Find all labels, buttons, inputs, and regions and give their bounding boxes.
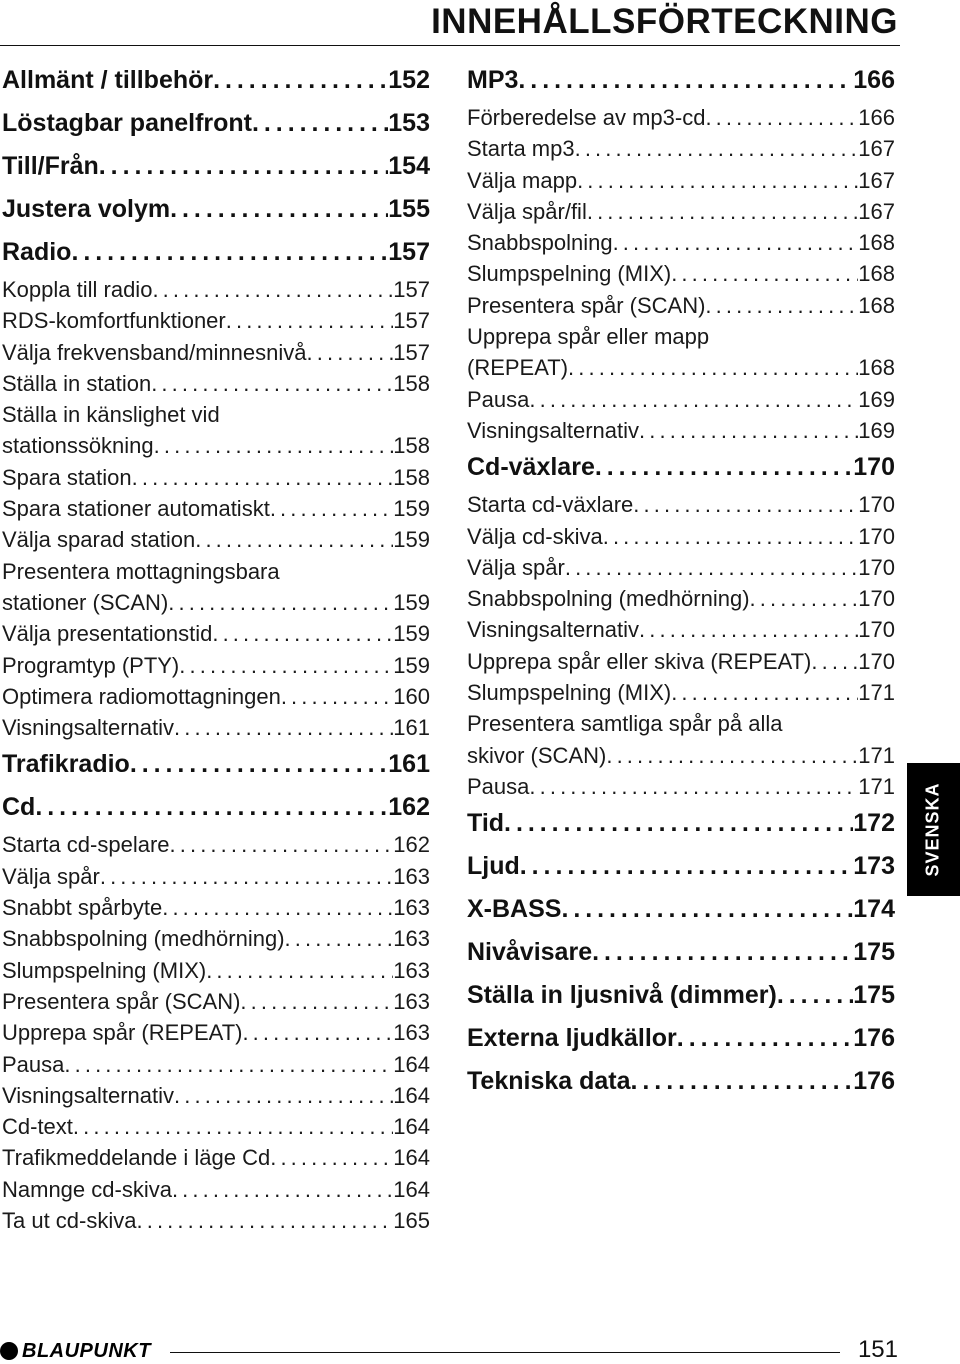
toc-leader-dots: [168, 587, 393, 618]
toc-entry-page: 155: [388, 195, 430, 223]
toc-section-entry: [467, 1060, 895, 1103]
toc-leader-dots: [705, 290, 858, 321]
toc-entry-title: Presentera spår (SCAN): [2, 988, 241, 1014]
toc-section-entry: [2, 188, 430, 231]
toc-section-entry: [467, 888, 895, 931]
toc-entry-title: Snabbspolning (medhörning): [467, 586, 750, 612]
toc-leader-dots: [162, 892, 393, 923]
toc-leader-dots: [99, 145, 389, 188]
toc-leader-dots: [750, 583, 859, 614]
toc-entry: [467, 646, 895, 677]
toc-leader-dots: [206, 955, 393, 986]
toc-entry: [467, 771, 895, 802]
toc-leader-dots: [777, 974, 853, 1017]
toc-entry-title: (REPEAT): [467, 355, 569, 381]
toc-entry-title: Presentera mottagningsbara: [2, 558, 280, 584]
toc-entry-title: Upprepa spår (REPEAT): [2, 1020, 243, 1046]
toc-entry: [2, 861, 430, 892]
toc-leader-dots: [307, 337, 394, 368]
toc-entry: [467, 552, 895, 583]
toc-entry: [467, 290, 895, 321]
toc-leader-dots: [603, 521, 859, 552]
toc-entry: [2, 650, 430, 681]
toc-entry-page: 176: [853, 1024, 895, 1053]
toc-entry-page: 171: [858, 773, 895, 799]
toc-entry-page: 164: [393, 1114, 430, 1140]
toc-entry: [467, 415, 895, 446]
toc-entry-page: 175: [853, 981, 895, 1010]
toc-leader-dots: [73, 1111, 393, 1142]
toc-entry-title: Cd-växlare: [467, 453, 595, 482]
toc-entry-title: Justera volym: [2, 195, 171, 223]
toc-entry-title: Pausa: [467, 773, 530, 799]
toc-leader-dots: [154, 430, 394, 461]
toc-leader-dots: [613, 227, 859, 258]
toc-entry-title: Visningsalternativ: [2, 715, 175, 741]
toc-section-entry: [2, 743, 430, 786]
toc-section-entry: [467, 446, 895, 489]
toc-entry-title: Visningsalternativ: [467, 417, 640, 443]
toc-entry: [467, 614, 895, 645]
toc-leader-dots: [174, 712, 393, 743]
toc-entry: [467, 133, 895, 164]
toc-entry-title: Ta ut cd-skiva: [2, 1208, 137, 1234]
toc-section-entry: [2, 786, 430, 829]
toc-entry-page: 160: [393, 683, 430, 709]
toc-entry-page: 166: [853, 66, 895, 94]
toc-entry-page: 158: [393, 370, 430, 396]
toc-entry-page: 161: [388, 750, 430, 779]
toc-entry: [2, 1049, 430, 1080]
toc-leader-dots: [179, 650, 393, 681]
toc-entry-page: 159: [393, 652, 430, 678]
toc-leader-dots: [252, 102, 388, 145]
toc-leader-dots: [518, 59, 853, 102]
toc-entry: [2, 1142, 430, 1173]
toc-entry-title: Snabbspolning (medhörning): [2, 926, 285, 952]
toc-leader-dots: [504, 802, 853, 845]
toc-entry-title: Presentera samtliga spår på alla: [467, 711, 783, 737]
toc-entry: [2, 368, 430, 399]
toc-section-entry: [2, 102, 430, 145]
toc-entry-page: 171: [858, 680, 895, 706]
toc-entry: [2, 1111, 430, 1142]
toc-leader-dots: [639, 614, 858, 645]
toc-entry-page: 159: [393, 496, 430, 522]
toc-entry-title: Upprepa spår eller mapp: [467, 324, 710, 350]
footer-divider: [170, 1352, 840, 1353]
toc-entry-title: Optimera radiomottagningen: [2, 683, 281, 709]
toc-leader-dots: [100, 861, 393, 892]
toc-leader-dots: [520, 845, 854, 888]
toc-leader-dots: [71, 231, 388, 274]
toc-entry: [467, 677, 895, 708]
toc-entry-title: Välja spår: [2, 863, 100, 889]
toc-leader-dots: [270, 1142, 393, 1173]
toc-entry-page: 175: [853, 938, 895, 967]
toc-entry: [467, 321, 895, 352]
toc-entry: [2, 399, 430, 430]
toc-entry: [467, 384, 895, 415]
toc-entry-title: Visningsalternativ: [2, 1082, 175, 1108]
toc-entry: [2, 1205, 430, 1236]
toc-leader-dots: [587, 196, 858, 227]
toc-entry: [467, 227, 895, 258]
toc-entry-title: Välja spår/fil: [467, 198, 587, 224]
toc-entry-title: Välja cd-skiva: [467, 523, 603, 549]
toc-entry-page: 157: [393, 339, 430, 365]
toc-entry-page: 166: [858, 105, 895, 130]
toc-entry-title: Allmänt / tillbehör: [2, 66, 214, 94]
toc-entry-title: Snabbt spårbyte: [2, 895, 163, 921]
toc-section-entry: [2, 59, 430, 102]
toc-entry-page: 170: [853, 453, 895, 482]
toc-entry-title: Trafikradio: [2, 750, 130, 779]
toc-entry: [2, 524, 430, 555]
toc-entry-title: Spara stationer automatiskt: [2, 496, 270, 522]
toc-entry: [2, 1174, 430, 1205]
brand-name: BLAUPUNKT: [22, 1339, 151, 1362]
toc-section-entry: [2, 145, 430, 188]
toc-entry-page: 170: [858, 648, 895, 674]
toc-entry: [467, 196, 895, 227]
language-tab: [907, 763, 960, 896]
toc-entry-title: Radio: [2, 238, 72, 266]
toc-entry: [2, 430, 430, 461]
toc-entry-page: 165: [393, 1208, 430, 1234]
toc-entry-page: 157: [393, 308, 430, 334]
toc-leader-dots: [285, 923, 394, 954]
toc-entry-page: 170: [858, 523, 895, 549]
toc-entry-page: 162: [393, 832, 430, 858]
toc-entry-page: 152: [388, 66, 430, 94]
toc-section-entry: [2, 231, 430, 274]
toc-leader-dots: [170, 829, 394, 860]
toc-right-column: [467, 59, 895, 1103]
toc-entry-page: 164: [393, 1145, 430, 1171]
toc-leader-dots: [152, 274, 393, 305]
toc-entry-title: Starta cd-växlare: [467, 492, 634, 518]
toc-entry: [2, 337, 430, 368]
toc-entry: [467, 352, 895, 383]
toc-entry-title: Slumpspelning (MIX): [2, 957, 207, 983]
toc-entry: [467, 165, 895, 196]
toc-entry-page: 163: [393, 863, 430, 889]
toc-leader-dots: [226, 305, 394, 336]
toc-entry-page: 176: [853, 1067, 895, 1096]
toc-leader-dots: [592, 931, 853, 974]
toc-entry-title: Välja frekvensband/minnesnivå: [2, 339, 307, 365]
page-number: 151: [857, 1336, 898, 1363]
toc-entry-page: 169: [858, 417, 895, 443]
toc-entry-page: 164: [393, 1082, 430, 1108]
toc-leader-dots: [195, 524, 393, 555]
toc-entry-title: Spara station: [2, 464, 132, 490]
toc-entry-page: 167: [858, 136, 895, 162]
toc-entry: [2, 955, 430, 986]
toc-entry: [2, 829, 430, 860]
toc-entry: [2, 587, 430, 618]
toc-entry-title: skivor (SCAN): [467, 742, 607, 768]
toc-entry-title: Visningsalternativ: [467, 617, 640, 643]
toc-entry-title: Tid: [467, 809, 505, 838]
toc-entry-title: Slumpspelning (MIX): [467, 680, 672, 706]
page-title: INNEHÅLLSFÖRTECKNING: [431, 2, 898, 41]
toc-entry: [2, 1017, 430, 1048]
toc-entry-page: 163: [393, 957, 430, 983]
toc-entry: [2, 681, 430, 712]
toc-entry-title: Ställa in ljusnivå (dimmer): [467, 981, 777, 1010]
toc-entry-title: Till/Från: [2, 152, 99, 180]
toc-entry-title: Starta mp3: [467, 136, 575, 162]
toc-entry-page: 157: [393, 277, 430, 302]
toc-entry: [2, 462, 430, 493]
toc-leader-dots: [639, 415, 858, 446]
toc-entry-title: Ställa in känslighet vid: [2, 402, 220, 428]
toc-entry-title: stationer (SCAN): [2, 589, 169, 615]
toc-entry: [2, 305, 430, 336]
toc-leader-dots: [671, 677, 858, 708]
toc-entry-page: 157: [388, 238, 430, 266]
toc-entry-title: Löstagbar panelfront: [2, 109, 253, 137]
toc-entry-page: 174: [853, 895, 895, 924]
toc-entry-page: 163: [393, 988, 430, 1014]
toc-entry-title: Pausa: [467, 386, 530, 412]
toc-entry-page: 163: [393, 926, 430, 952]
toc-entry-title: Starta cd-spelare: [2, 832, 170, 858]
toc-leader-dots: [64, 1049, 393, 1080]
toc-entry-title: RDS-komfortfunktioner: [2, 308, 226, 334]
toc-entry-title: MP3: [467, 66, 519, 94]
toc-entry-page: 168: [858, 230, 895, 256]
toc-entry-title: Nivåvisare: [467, 938, 593, 967]
toc-leader-dots: [35, 786, 388, 829]
toc-entry: [467, 521, 895, 552]
toc-entry-page: 158: [393, 433, 430, 459]
toc-leader-dots: [170, 188, 388, 231]
toc-entry-title: stationssökning: [2, 433, 154, 459]
toc-entry-page: 168: [858, 261, 895, 287]
toc-entry-page: 159: [393, 621, 430, 647]
toc-leader-dots: [213, 59, 388, 102]
toc-entry-page: 153: [388, 109, 430, 137]
toc-entry-title: X-BASS: [467, 895, 562, 924]
toc-entry-page: 170: [858, 617, 895, 643]
toc-entry-page: 171: [858, 742, 895, 768]
toc-leader-dots: [270, 493, 393, 524]
toc-entry-title: Pausa: [2, 1051, 65, 1077]
toc-leader-dots: [212, 618, 393, 649]
toc-entry-title: Ställa in station: [2, 370, 152, 396]
toc-entry: [2, 986, 430, 1017]
toc-entry-page: 167: [858, 167, 895, 193]
toc-entry-title: Välja presentationstid: [2, 621, 213, 647]
toc-entry-title: Upprepa spår eller skiva (REPEAT): [467, 648, 812, 674]
toc-leader-dots: [529, 771, 858, 802]
toc-leader-dots: [577, 165, 858, 196]
toc-entry-title: Presentera spår (SCAN): [467, 292, 706, 318]
toc-leader-dots: [633, 489, 858, 520]
toc-entry: [2, 712, 430, 743]
toc-entry: [467, 102, 895, 133]
toc-entry: [2, 618, 430, 649]
toc-entry-page: 161: [393, 715, 430, 741]
toc-entry-title: Snabbspolning: [467, 230, 613, 256]
toc-entry: [2, 493, 430, 524]
toc-entry: [467, 740, 895, 771]
toc-leader-dots: [174, 1080, 393, 1111]
toc-leader-dots: [137, 1205, 394, 1236]
toc-entry-page: 172: [853, 809, 895, 838]
toc-entry-page: 169: [858, 386, 895, 412]
toc-entry-page: 164: [393, 1051, 430, 1077]
toc-section-entry: [467, 1017, 895, 1060]
toc-entry-page: 158: [393, 464, 430, 490]
toc-entry-page: 167: [858, 198, 895, 224]
toc-leader-dots: [561, 888, 853, 931]
toc-entry-title: Tekniska data: [467, 1067, 631, 1096]
toc-entry-title: Cd: [2, 793, 36, 822]
brand-logo: [0, 1338, 151, 1364]
toc-entry-title: Externa ljudkällor: [467, 1024, 677, 1053]
toc-leader-dots: [595, 446, 853, 489]
toc-entry-title: Välja spår: [467, 554, 565, 580]
toc-entry-title: Namnge cd-skiva: [2, 1176, 172, 1202]
toc-left-column: [2, 59, 430, 1236]
toc-leader-dots: [151, 368, 393, 399]
toc-leader-dots: [132, 462, 394, 493]
toc-entry-page: 159: [393, 589, 430, 615]
toc-entry-page: 163: [393, 895, 430, 921]
toc-section-entry: [467, 974, 895, 1017]
toc-entry: [2, 274, 430, 305]
toc-entry-title: Cd-text: [2, 1114, 73, 1140]
title-divider: [0, 45, 900, 46]
toc-leader-dots: [281, 681, 393, 712]
toc-entry: [2, 892, 430, 923]
toc-entry-page: 168: [858, 292, 895, 318]
toc-entry-page: 170: [858, 554, 895, 580]
toc-entry: [467, 258, 895, 289]
toc-entry-title: Koppla till radio: [2, 277, 153, 302]
toc-leader-dots: [606, 740, 858, 771]
toc-leader-dots: [671, 258, 858, 289]
toc-entry: [2, 923, 430, 954]
toc-entry: [2, 556, 430, 587]
toc-entry-title: Trafikmeddelande i läge Cd: [2, 1145, 271, 1171]
language-tab-label: SVENSKA: [923, 782, 943, 877]
toc-leader-dots: [705, 102, 858, 133]
toc-leader-dots: [575, 133, 859, 164]
toc-leader-dots: [529, 384, 858, 415]
toc-entry-page: 162: [388, 793, 430, 822]
toc-leader-dots: [568, 352, 858, 383]
toc-entry-title: Förberedelse av mp3-cd: [467, 105, 706, 130]
toc-leader-dots: [677, 1017, 853, 1060]
toc-entry: [467, 708, 895, 739]
toc-section-entry: [467, 845, 895, 888]
toc-entry-page: 173: [853, 852, 895, 881]
toc-entry-page: 163: [393, 1020, 430, 1046]
toc-entry-title: Programtyp (PTY): [2, 652, 180, 678]
toc-entry-title: Välja mapp: [467, 167, 578, 193]
toc-section-entry: [467, 802, 895, 845]
toc-entry-page: 159: [393, 527, 430, 553]
toc-entry-page: 154: [388, 152, 430, 180]
toc-entry: [467, 583, 895, 614]
toc-entry-title: Välja sparad station: [2, 527, 196, 553]
toc-leader-dots: [811, 646, 858, 677]
toc-section-entry: [467, 59, 895, 102]
toc-leader-dots: [172, 1174, 393, 1205]
toc-leader-dots: [565, 552, 858, 583]
toc-leader-dots: [240, 986, 393, 1017]
toc-leader-dots: [130, 743, 388, 786]
toc-entry-page: 170: [858, 492, 895, 518]
brand-dot-icon: [0, 1342, 18, 1360]
toc-entry-page: 164: [393, 1176, 430, 1202]
toc-entry: [2, 1080, 430, 1111]
toc-section-entry: [467, 931, 895, 974]
toc-entry-page: 170: [858, 586, 895, 612]
toc-leader-dots: [631, 1060, 854, 1103]
toc-leader-dots: [242, 1017, 393, 1048]
toc-entry-title: Ljud: [467, 852, 520, 881]
toc-entry-page: 168: [858, 355, 895, 381]
toc-entry-title: Slumpspelning (MIX): [467, 261, 672, 287]
toc-entry: [467, 489, 895, 520]
